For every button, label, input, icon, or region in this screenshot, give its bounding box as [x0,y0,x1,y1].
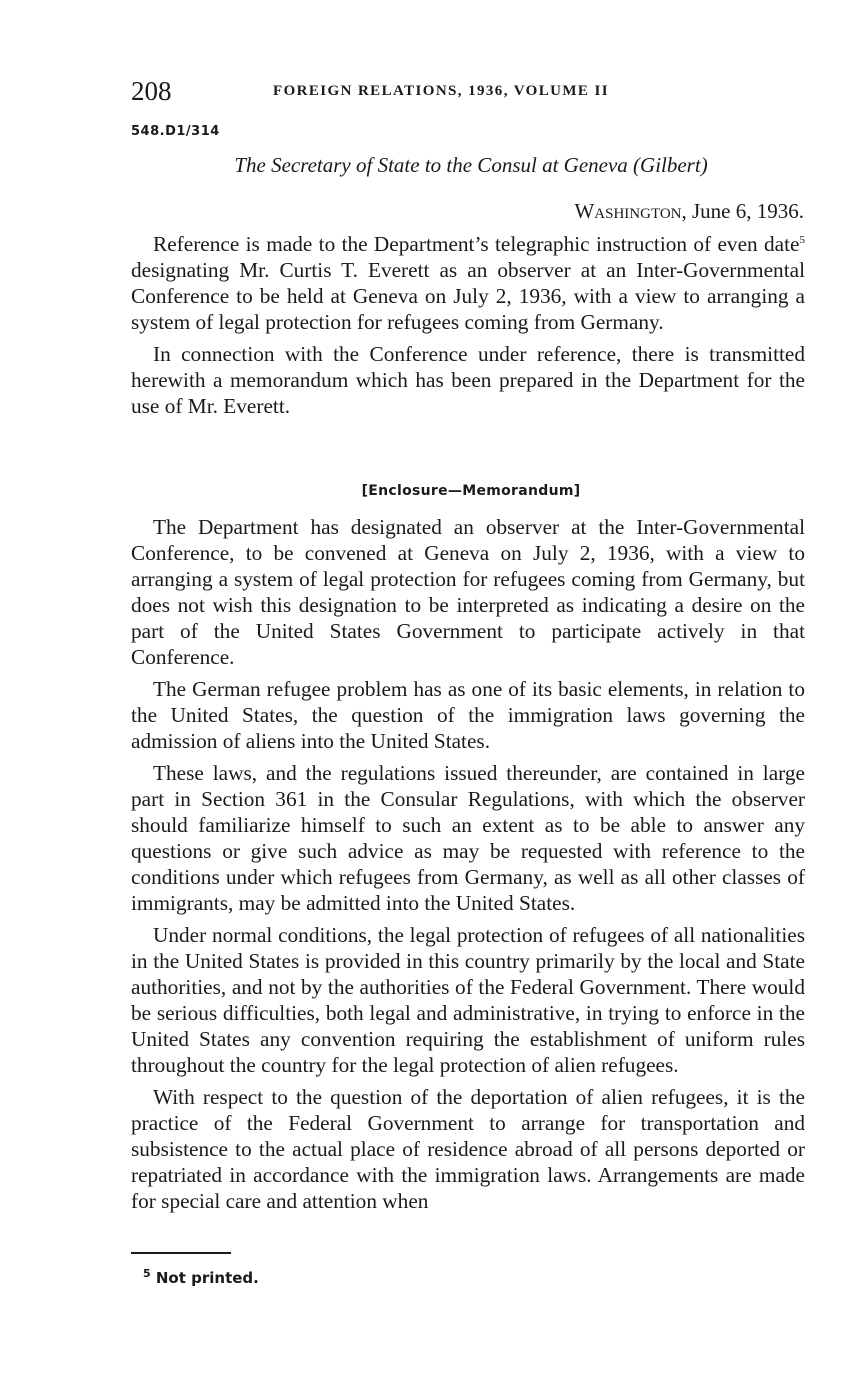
letter-paragraph-1 [131,231,805,335]
page-header [131,76,811,110]
footnote-divider [131,1252,231,1254]
memorandum-paragraph: The German refugee problem has as one of its basic elements, in relation to the United States, the question of the immigration laws governing the admission of aliens into the United States. [131,677,805,753]
document-title: The Secretary of State to the Consul at Geneva (Gilbert) [234,153,708,177]
letter-body [131,231,805,425]
dateline [574,199,804,224]
memorandum-body [131,514,805,1220]
memorandum-paragraph: Under normal conditions, the legal protection of refugees of all nationalities in the United States is provided in this country primarily by the local and State authorities, and not by the authorities of the Federal Government. There would be serious difficulties, both legal and administrative, in trying to enforce in the United States any convention requiring the establishment of uniform rules throughout the country for the legal protection of alien refugees. [131,923,805,1077]
memorandum-paragraph: With respect to the question of the deportation of alien refugees, it is the practice of the Federal Government to arrange for transportation and subsistence to the actual place of residence abroad of all persons deported or repatriated in accordance with the immigration laws. Arrangements are made for special care and attention when [131,1085,805,1213]
page-number: 208 [131,76,172,106]
letter-paragraph-2: In connection with the Conference under reference, there is transmitted herewith a memorandum which has been prepared in the Department for the use of Mr. Everett. [131,342,805,418]
dateline-date: , June 6, 1936. [681,199,804,223]
running-head: FOREIGN RELATIONS, 1936, VOLUME II [273,83,609,99]
dateline-place: Washington [574,199,682,223]
enclosure-heading: [Enclosure—Memorandum] [361,483,581,499]
letter-paragraph-1-text-start: Reference is made to the Department’s telegraphic instruction of even date [153,232,800,256]
footnote [143,1269,259,1287]
memorandum-paragraph: The Department has designated an observer at the Inter-Governmental Conference, to be convened at Geneva on July 2, 1936, with a view to arranging a system of legal protection for refugees coming from Germany, but does not wish this designation to be interpreted as indicating a desire on the part of the United States Government to participate actively in that Conference. [131,515,805,669]
letter-paragraph-1-text-end: designating Mr. Curtis T. Everett as an observer at an Inter-Governmental Conference to be held at Geneva on July 2, 1936, with a view to arranging a system of legal protection for refugees coming from Germany. [131,258,805,334]
memorandum-paragraph: These laws, and the regulations issued thereunder, are contained in large part in Section 361 in the Consular Regulations, with which the observer should familiarize himself to such an extent as to be able to answer any questions or give such advice as may be requested with reference to the conditions under which refugees from Germany, as well as all other classes of immigrants, may be admitted into the United States. [131,761,805,915]
footnote-marker: 5 [143,1267,151,1280]
footnote-text: Not printed. [150,1269,259,1287]
file-code: 548.D1/314 [131,124,220,139]
footnote-reference: 5 [799,233,805,246]
